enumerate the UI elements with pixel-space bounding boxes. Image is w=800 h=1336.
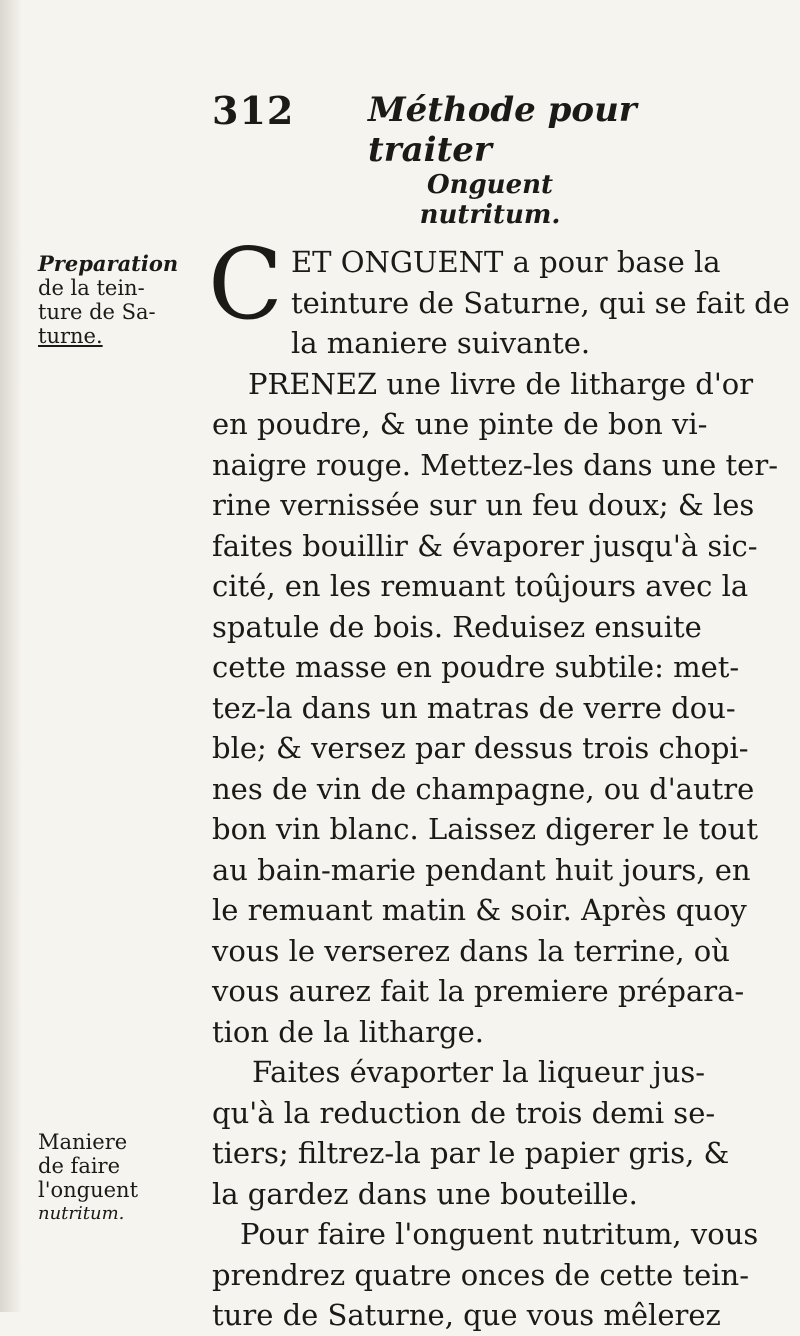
drop-cap: C xyxy=(208,228,283,342)
margin-note-line: Preparation xyxy=(38,251,179,276)
text-line: en poudre, & une pinte de bon vi- xyxy=(212,407,708,441)
text-line: le remuant matin & soir. Après quoy xyxy=(212,893,747,927)
text-line: au bain-marie pendant huit jours, en xyxy=(212,852,751,887)
page-number: 312 xyxy=(212,88,295,133)
running-title: Méthode pour traiter xyxy=(368,90,637,170)
text-line: Faites évaporter la liqueur jus- xyxy=(252,1055,706,1089)
text-line: ble; & versez par dessus trois chopi- xyxy=(212,731,749,765)
paragraph-1 xyxy=(208,228,790,364)
margin-note-maniere xyxy=(38,1130,208,1226)
text-line: tez-la dans un matras de verre dou- xyxy=(212,690,736,725)
text-line: cette masse en poudre subtile: met- xyxy=(212,650,740,684)
text-line: tiers; filtrez-la par le papier gris, & xyxy=(212,1136,730,1170)
text-line: vous le verserez dans la terrine, où xyxy=(212,933,730,968)
text-line: PRENEZ une livre de litharge d'or xyxy=(248,366,754,401)
text-line: vous aurez fait la premiere prépara- xyxy=(212,974,745,1008)
margin-note-line: turne. xyxy=(38,324,103,348)
text-line: naigre rouge. Mettez-les dans une ter- xyxy=(212,447,778,482)
paragraph-4 xyxy=(212,1214,760,1336)
margin-note-line: ture de Sa- xyxy=(38,300,156,324)
text-line: tion de la litharge. xyxy=(212,1014,484,1049)
text-line: qu'à la reduction de trois demi se- xyxy=(212,1095,716,1130)
text-line: prendrez quatre onces de cette tein- xyxy=(212,1257,750,1292)
margin-note-line: l'onguent xyxy=(38,1178,139,1202)
paragraph-3 xyxy=(212,1052,760,1214)
text-line: la gardez dans une bouteille. xyxy=(212,1176,638,1211)
paragraph-2 xyxy=(212,364,778,1053)
body-text xyxy=(208,228,790,1336)
text-line: Pour faire l'onguent nutritum, vous xyxy=(240,1217,759,1251)
text-line: cité, en les remuant toûjours avec la xyxy=(212,569,749,603)
text-line: bon vin blanc. Laissez digerer le tout xyxy=(212,812,758,846)
text-line: ET ONGUENT a pour base la xyxy=(290,245,721,279)
text-line: nes de vin de champagne, ou d'autre xyxy=(212,771,755,806)
margin-note-line: de la tein- xyxy=(38,276,145,300)
margin-note-line: nutritum. xyxy=(38,1203,125,1224)
text-line: rine vernissée sur un feu doux; & les xyxy=(212,488,755,522)
text-line: teinture de Saturne, qui se fait de xyxy=(290,285,790,320)
text-line: spatule de bois. Reduisez ensuite xyxy=(212,609,702,644)
margin-note-preparation xyxy=(38,252,208,348)
text-line: ture de Saturne, que vous mêlerez xyxy=(212,1298,721,1332)
page-header xyxy=(212,88,772,170)
page-gutter-shadow xyxy=(0,0,22,1312)
text-line: faites bouillir & évaporer jusqu'à sic- xyxy=(212,528,758,563)
margin-note-line: Maniere xyxy=(38,1130,128,1154)
text-line: la maniere suivante. xyxy=(290,326,591,360)
section-title: Onguent nutritum. xyxy=(419,170,561,230)
margin-note-line: de faire xyxy=(38,1154,121,1178)
